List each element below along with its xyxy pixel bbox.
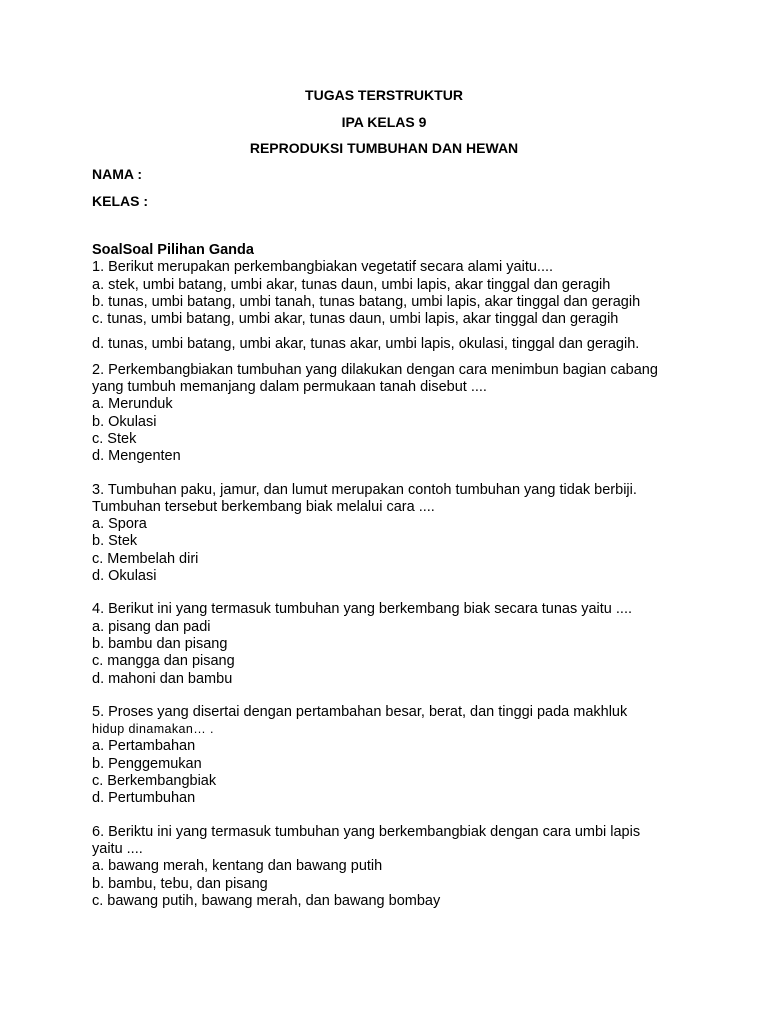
question-2-option-c: c. Stek xyxy=(92,430,137,447)
question-6-option-c: c. bawang putih, bawang merah, dan bawang bombay xyxy=(92,892,441,909)
question-6-text-line-1: 6. Beriktu ini yang termasuk tumbuhan yang berkembangbiak dengan cara umbi lapis xyxy=(92,823,641,840)
question-2-text-line-2: yang tumbuh memanjang dalam permukaan tanah disebut .... xyxy=(92,379,487,396)
question-2-option-b: b. Okulasi xyxy=(92,413,157,430)
question-6 xyxy=(92,824,692,910)
question-3-option-c: c. Membelah diri xyxy=(92,550,199,567)
question-6-option-b: b. bambu, tebu, dan pisang xyxy=(92,875,268,892)
question-4-option-a: a. pisang dan padi xyxy=(92,618,211,635)
question-3 xyxy=(92,482,692,586)
question-2 xyxy=(92,362,692,466)
question-1-text: 1. Berikut merupakan perkembangbiakan vegetatif secara alami yaitu.... xyxy=(92,259,554,276)
question-2-option-a: a. Merunduk xyxy=(92,396,173,413)
question-1-option-b: b. tunas, umbi batang, umbi tanah, tunas batang, umbi lapis, akar tinggal dan geragih xyxy=(92,293,641,310)
question-4-option-b: b. bambu dan pisang xyxy=(92,635,228,652)
question-4-option-c: c. mangga dan pisang xyxy=(92,653,235,670)
question-list xyxy=(92,242,692,910)
question-4-option-d: d. mahoni dan bambu xyxy=(92,670,233,687)
question-4 xyxy=(92,601,692,687)
question-4-text: 4. Berikut ini yang termasuk tumbuhan yang berkembang biak secara tunas yaitu .... xyxy=(92,601,633,618)
question-3-option-d: d. Okulasi xyxy=(92,568,157,585)
document-subject: IPA KELAS 9 xyxy=(341,114,427,130)
question-5-text-line-2: hidup dinamakan… . xyxy=(92,722,214,737)
question-6-option-a: a. bawang merah, kentang dan bawang putih xyxy=(92,858,383,875)
question-1-option-d: d. tunas, umbi batang, umbi akar, tunas akar, umbi lapis, okulasi, tinggal dan geragih. xyxy=(92,336,640,353)
section-heading: SoalSoal Pilihan Ganda xyxy=(92,242,254,258)
nama-label: NAMA : xyxy=(92,166,143,182)
question-5-text-line-1: 5. Proses yang disertai dengan pertambahan besar, berat, dan tinggi pada makhluk xyxy=(92,703,628,720)
document-topic: REPRODUKSI TUMBUHAN DAN HEWAN xyxy=(249,140,519,156)
question-6-text-line-2: yaitu .... xyxy=(92,840,143,857)
question-1-option-c: c. tunas, umbi batang, umbi akar, tunas daun, umbi lapis, akar tinggal dan geragih xyxy=(92,311,619,328)
question-1 xyxy=(92,259,692,353)
question-5-option-b: b. Penggemukan xyxy=(92,755,202,772)
question-5-option-c: c. Berkembangbiak xyxy=(92,773,217,790)
question-3-option-a: a. Spora xyxy=(92,516,147,533)
question-5 xyxy=(92,704,692,808)
question-5-option-a: a. Pertambahan xyxy=(92,738,196,755)
question-2-option-d: d. Mengenten xyxy=(92,448,181,465)
question-3-text-line-2: Tumbuhan tersebut berkembang biak melalui cara .... xyxy=(92,498,435,515)
question-2-text-line-1: 2. Perkembangbiakan tumbuhan yang dilakukan dengan cara menimbun bagian cabang xyxy=(92,361,658,378)
kelas-label: KELAS : xyxy=(92,193,148,209)
question-1-option-a: a. stek, umbi batang, umbi akar, tunas daun, umbi lapis, akar tinggal dan geragih xyxy=(92,276,611,293)
question-5-option-d: d. Pertumbuhan xyxy=(92,790,196,807)
question-3-text-line-1: 3. Tumbuhan paku, jamur, dan lumut merupakan contoh tumbuhan yang tidak berbiji. xyxy=(92,481,637,498)
document-title: TUGAS TERSTRUKTUR xyxy=(305,87,463,103)
question-3-option-b: b. Stek xyxy=(92,533,138,550)
